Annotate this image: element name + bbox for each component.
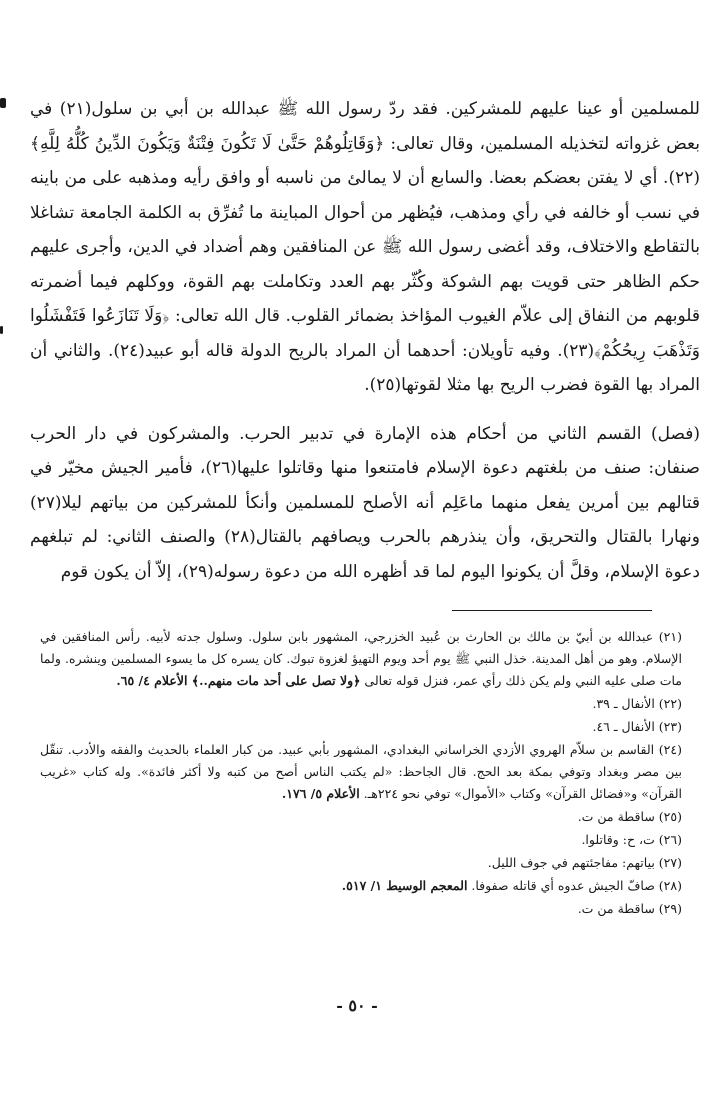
footnote-24: (٢٤) القاسم بن سلاّم الهروي الأزدي الخراساني البغدادي، المشهور بأبي عبيد. من كبار العلماء بالحديث والفقه والأدب. تنقّل بين مصر وبغداد وتوفي بمكة بعد الحج. قال الجاحظ: «لم يكتب الناس أصح من كتبه ولا أكثر فائدة». وله كتاب «غريب القرآن» و«فضائل القرآن» وكتاب «الأموال» توفي نحو ٢٢٤هـ. الأعلام ٥/ ١٧٦. <box>40 742 682 801</box>
footnote-29: (٢٩) ساقطة من ت. <box>577 901 682 916</box>
margin-mark <box>0 98 6 108</box>
page-body <box>30 92 700 589</box>
footnote-28: (٢٨) صافّ الجيش عدوه أي قاتله صفوفا. المعجم الوسيط ١/ ٥١٧. <box>341 878 682 893</box>
margin-mark <box>0 326 3 334</box>
footnote-23: (٢٣) الأنفال ـ ٤٦. <box>592 719 682 734</box>
footnote-27: (٢٧) بياتهم: مفاجئتهم في جوف الليل. <box>487 855 682 870</box>
paragraph-2: (فصل) القسم الثاني من أحكام هذه الإمارة في تدبير الحرب. والمشركون في دار الحرب صنفان: صنف من بلغتهم دعوة الإسلام فامتنعوا منها وقاتلوا عليها(٢٦)، فأمير الجيش مخيّر في قتالهم بين أمرين يفعل منهما ماعَلِم أنه الأصلح للمسلمين وأنكأ للمشركين من بياتهم ليلا(٢٧) ونهارا بالقتال والتحريق، وأن ينذرهم بالحرب ويصافهم بالقتال(٢٨) والصنف الثاني: لم تبلغهم دعوة الإسلام، وقلَّ أن يكونوا اليوم لما قد أظهره الله من دعوة رسوله(٢٩)، إلاّ أن يكون قوم <box>30 423 700 582</box>
paragraph-1: للمسلمين أو عينا عليهم للمشركين. فقد ردّ رسول الله ﷺ عبدالله بن أبي بن سلول(٢١) في بعض غزواته لتخذيله المسلمين، وقال تعالى: ﴿وَقَاتِلُوهُمْ حَتَّىٰ لَا تَكُونَ فِتْنَةٌ وَيَكُونَ الدِّينُ كُلُّهُ لِلَّهِ﴾(٢٢). أي لا يفتن بعضكم بعضا. والسابع أن لا يمالئ من ناسبه أو وافق رأيه ومذهبه على من باينه في نسب أو خالفه في رأي ومذهب، فيُظهر من أحوال المباينة ما تُفرِّق به الكلمة الجامعة تشاغلا بالتقاطع والاختلاف، وقد أغضى رسول الله ﷺ عن المنافقين وهم أضداد في الدين، وأجرى عليهم حكم الظاهر حتى قويت بهم الشوكة وكُثّر بهم العدد وتكاملت بهم القوة، ووكلهم فيما أضمرته قلوبهم من النفاق إلى علاّم الغيوب المؤاخذ بضمائر القلوب. قال الله تعالى: ﴿وَلَا تَنَازَعُوا فَتَفْشَلُوا وَتَذْهَبَ رِيحُكُمْ﴾(٢٣). وفيه تأويلان: أحدهما أن المراد بالريح الدولة قاله أبو عبيد(٢٤). والثاني أن المراد بها القوة فضرب الريح بها مثلا لقوتها(٢٥). <box>30 99 701 395</box>
footnote-25: (٢٥) ساقطة من ت. <box>577 809 682 824</box>
footnote-22: (٢٢) الأنفال ـ ٣٩. <box>592 696 682 711</box>
page-number: - ٥٠ - <box>336 996 378 1015</box>
footnote-separator <box>452 610 652 611</box>
footnote-26: (٢٦) ت، ح: وقاتلوا. <box>581 832 682 847</box>
footnotes <box>40 626 682 921</box>
main-text <box>30 92 700 589</box>
footnote-21: (٢١) عبدالله بن أبيّ بن مالك بن الحارث بن عُبيد الخزرجي، المشهور بابن سلول. وسلول جدته لأبيه. رأس المنافقين في الإسلام. وهو من أهل المدينة. خذل النبي ﷺ يوم أحد ويوم التهيؤ لغزوة تبوك. كان يسره كل ما يسوء المسلمين وينشره. ولما مات صلى عليه النبي ولم يكن ذلك رأي عمر، فنزل قوله تعالى ﴿ولا تصل على أحد مات منهم..﴾ الأعلام ٤/ ٦٥. <box>40 629 682 688</box>
